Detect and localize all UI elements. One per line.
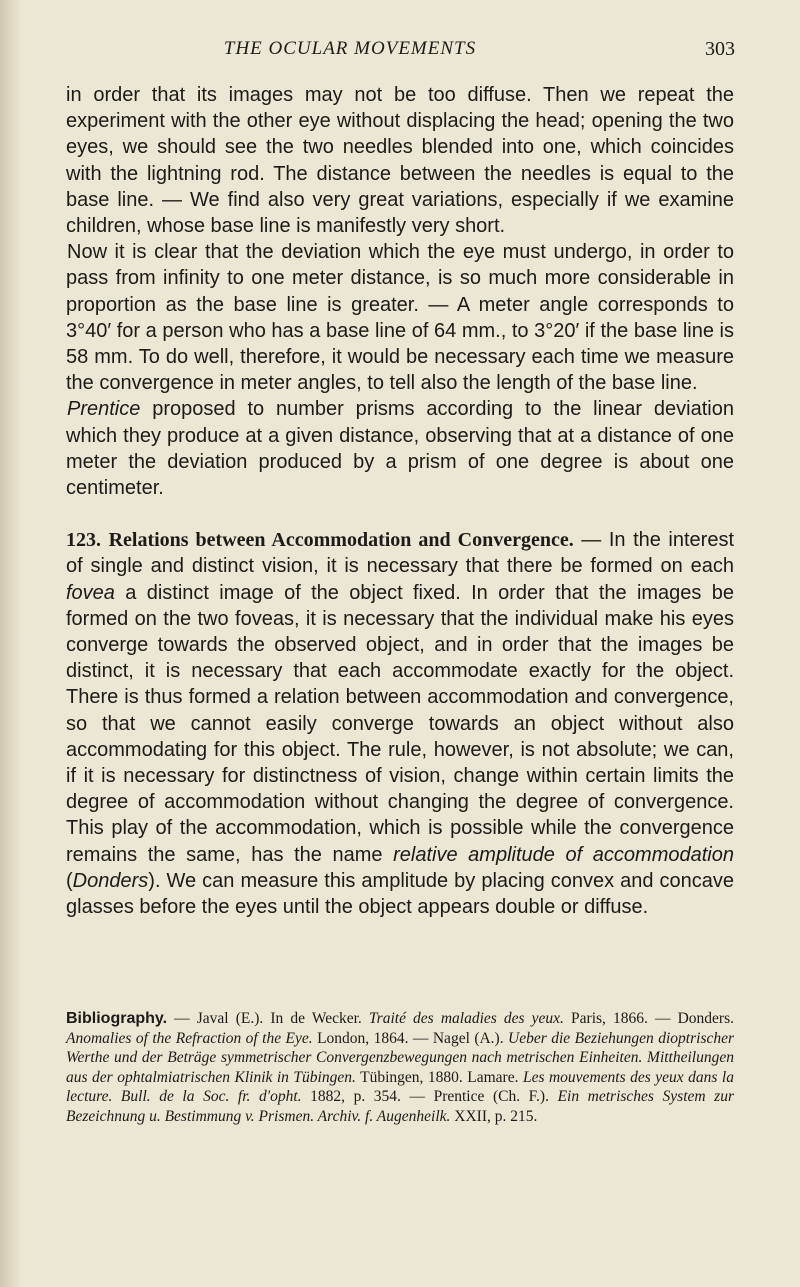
bib-title-donders: Anomalies of the Refraction of the Eye. [66,1029,313,1047]
bib-title-javal: Traité des maladies des yeux. [368,1010,564,1027]
paragraph-prentice-text: proposed to number prisms according to the linear deviation which they produce at a given distance, observing that at a distance of one meter the deviation produced by a prism of one degree is about one centimeter. [66,398,734,500]
bib-text-3: London, 1864. — Nagel (A.). [312,1029,509,1047]
section-text-b: a distinct image of the object fixed. In order that the images be formed on the two foveas, it is necessary that the individual make his eyes converge towards the observed object, and in order that the images be distinct, it is necessary that each accommodate exactly for the object. There is thus formed a relation between accommodation and convergence, so that we cannot easily converge towards an object without also accommodating for this object. The rule, however, is not absolute; we can, if it is necessary for distinctness of vision, change within certain limits the degree of accommodation without changing the degree of convergence. This play of the accommodation, which is possible while the convergence remains the same, has the name [66,581,734,866]
bibliography-label: Bibliography. [66,1010,168,1027]
bib-text-6: XXII, p. 215. [450,1107,538,1125]
running-header [0,38,800,68]
section-text-d: ). We can measure this amplitude by placing convex and concave glasses before the eyes until the object appears double or diffuse. [66,869,734,919]
page-edge-shadow [0,0,22,1287]
author-donders: Donders [72,869,149,892]
bibliography [66,1009,734,1127]
section-123 [66,527,734,920]
bib-text-1: — Javal (E.). In de Wecker. [167,1010,369,1027]
author-prentice: Prentice [67,398,141,421]
bib-title-prentice: Ein metrisches System zur Bezeichnung u. Bestimmung v. Prismen. Archiv. f. Augenheilk. [66,1088,735,1125]
paragraph-continuation: in order that its images may not be too diffuse. Then we repeat the experiment with the other eye without displacing the head; opening the two eyes, we should see the two needles blended into one, which coincides with the lightning rod. The distance between the needles is equal to the base line. — We find also very great variations, especially if we examine children, whose base line is manifestly very short. [66,84,734,238]
paragraph-meter-angle: Now it is clear that the deviation which the eye must undergo, in order to pass from infinity to one meter distance, is so much more considerable in proportion as the base line is greater. — A meter angle corresponds to 3°40′ for a person who has a base line of 64 mm., to 3°20′ if the base line is 58 mm. To do well, therefore, it would be necessary each time we measure the convergence in meter angles, to tell also the length of the base line. [66,241,734,395]
bib-text-4: Tübingen, 1880. Lamare. [355,1068,523,1086]
running-title: THE OCULAR MOVEMENTS [223,38,477,59]
bib-title-lamare: Les mouvements des yeux dans la lecture. Bull. de la Soc. fr. d'opht. [66,1068,734,1106]
section-number: 123. [66,529,101,552]
term-fovea: fovea [66,581,115,604]
paragraph-prentice [66,396,734,501]
section-heading: Relations between Accommodation and Convergence. [108,529,574,552]
bib-title-nagel: Ueber die Beziehungen dioptrischer Werthe und der Beträge symmetrischer Convergenzbewegungen nach metrischen Einheiten. Mittheilungen aus der ophtalmiatrischen Klinik in Tübingen. [66,1029,735,1086]
term-relative-amplitude: relative amplitude of accommodation [393,843,734,866]
bib-text-2: Paris, 1866. — Donders. [563,1010,734,1027]
section-text-c: ( [66,869,73,892]
body-text [66,82,734,920]
section-text-a: — In the interest of single and distinct vision, it is necessary that there be formed on each [66,529,735,578]
page-number: 303 [705,38,735,60]
bib-text-5: 1882, p. 354. — Prentice (Ch. F.). [301,1088,558,1106]
